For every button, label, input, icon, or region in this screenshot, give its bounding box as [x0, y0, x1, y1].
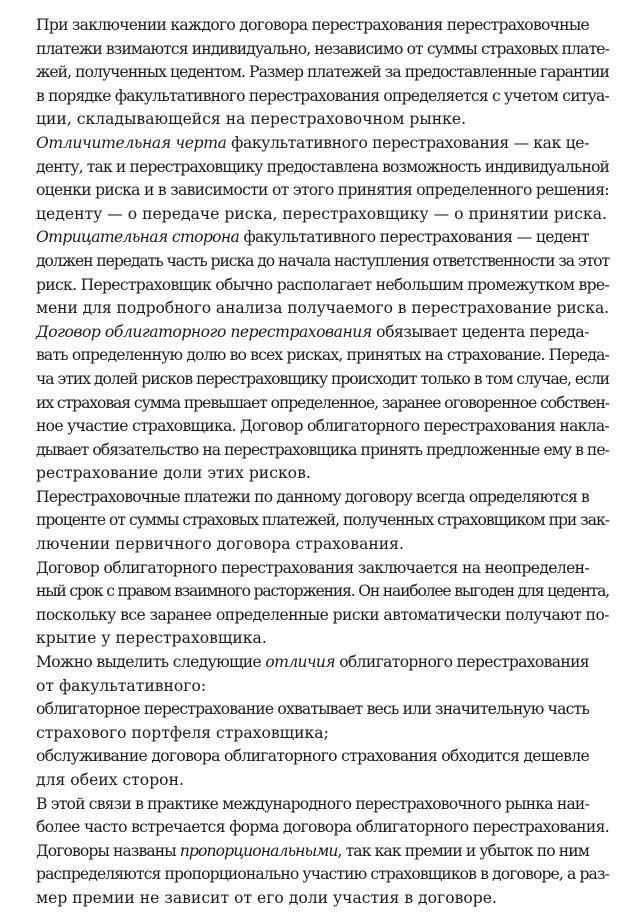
text-line: распределяются пропорционально участию страховщиков в договоре, а раз-: [36, 865, 609, 884]
italic-term: Договор облигаторного перестрахования: [36, 322, 372, 341]
text-line: Перестраховочные платежи по данному договору всегда определяются в: [36, 487, 589, 506]
text-line: [16, 651, 609, 675]
text-line: в порядке факультативного перестрахования определяется с учетом ситуа-: [36, 86, 609, 105]
text-line: мер премии не зависит от его доли участия в договоре.: [36, 888, 497, 907]
text-line: должен передать часть риска до начала наступления ответственности за этот: [36, 251, 610, 270]
text-fragment: Договоры названы: [36, 841, 180, 860]
text-line: облигаторное перестрахование охватывает весь или значительную часть: [36, 700, 589, 719]
paragraph-reinsurance-payments: [16, 486, 609, 557]
text-line: страхового портфеля страховщика;: [36, 723, 329, 742]
paragraph-negative-side: [16, 226, 609, 320]
text-line: Договор облигаторного перестрахования заключается на неопределен-: [36, 558, 590, 577]
paragraph-proportional: [16, 840, 609, 911]
text-line: [16, 132, 609, 156]
text-fragment: , так как премии и убыток по ним: [337, 841, 589, 860]
text-line: дывает обязательство на перестраховщика принять предложенные ему в пе-: [36, 440, 610, 459]
paragraph-difference-portfolio: [16, 698, 609, 745]
text-line: лючении первичного договора страхования.: [36, 535, 404, 554]
text-fragment: облигаторного перестрахования: [334, 653, 589, 672]
italic-term: пропорциональными: [179, 841, 338, 860]
text-line: от факультативного:: [36, 676, 207, 695]
italic-term: Отрицательная сторона: [36, 228, 240, 247]
text-line: ча этих долей рисков перестраховщику происходит только в том случае, если: [36, 369, 610, 388]
text-line: крытие у перестраховщика.: [36, 629, 267, 648]
text-line: проценте от суммы страховых платежей, полученных страховщиком при зак-: [36, 511, 609, 530]
text-line: вать определенную долю во всех рисках, принятых на страхование. Переда-: [36, 346, 609, 365]
text-line: ное участие страховщика. Договор облигаторного перестрахования накла-: [36, 417, 609, 436]
text-line: [16, 840, 609, 864]
text-line: поскольку все заранее определенные риски автоматически получают по-: [36, 605, 609, 624]
text-line: риск. Перестраховщик обычно располагает небольшим промежутком вре-: [36, 275, 610, 294]
text-line: цеденту — о передаче риска, перестраховщику — о принятии риска.: [36, 204, 607, 223]
text-line: [16, 226, 609, 250]
paragraph-premiums: [16, 14, 609, 132]
italic-term: Отличительная черта: [36, 133, 227, 152]
text-line: ции, складывающейся на перестраховочном рынке.: [36, 110, 467, 129]
text-fragment: Можно выделить следующие: [36, 653, 266, 672]
text-line: мени для подробного анализа получаемого в перестрахование риска.: [36, 299, 610, 318]
text-line: более часто встречается форма договора облигаторного перестрахования.: [36, 818, 609, 837]
paragraph-indefinite-term: [16, 557, 609, 651]
text-line: При заключении каждого договора перестрахования перестраховочные: [36, 16, 589, 34]
text-line: ный срок с правом взаимного расторжения. Он наиболее выгоден для цедента,: [36, 582, 609, 601]
text-line: денту, так и перестраховщику предоставлена возможность индивидуальной: [36, 157, 609, 176]
text-line: их страховая сумма превышает определенное, заранее оговоренное собствен-: [36, 393, 610, 412]
text-line: жей, полученных цедентом. Размер платежей за предоставленные гарантии: [36, 63, 609, 82]
text-fragment: факультативного перестрахования — как це-: [226, 133, 589, 152]
text-line: В этой связи в практике международного перестраховочного рынка наи-: [36, 794, 589, 813]
paragraph-international-practice: [16, 793, 609, 840]
paragraph-obligatory-contract: [16, 321, 609, 486]
text-line: платежи взимаются индивидуально, независимо от суммы страховых плате-: [36, 39, 609, 58]
paragraph-difference-cost: [16, 745, 609, 792]
italic-term: отличия: [265, 653, 335, 672]
text-line: рестрахование доли этих рисков.: [36, 464, 311, 483]
paragraph-distinctive-feature: [16, 132, 609, 226]
text-fragment: обязывает цедента переда-: [371, 322, 590, 341]
paragraph-differences: [16, 651, 609, 698]
text-fragment: факультативного перестрахования — цедент: [239, 228, 590, 247]
text-line: оценки риска и в зависимости от этого принятия определенного решения:: [36, 181, 609, 200]
text-line: [16, 321, 609, 345]
text-line: для обеих сторон.: [36, 771, 184, 789]
text-line: обслуживание договора облигаторного страхования обходится дешевле: [36, 747, 589, 766]
